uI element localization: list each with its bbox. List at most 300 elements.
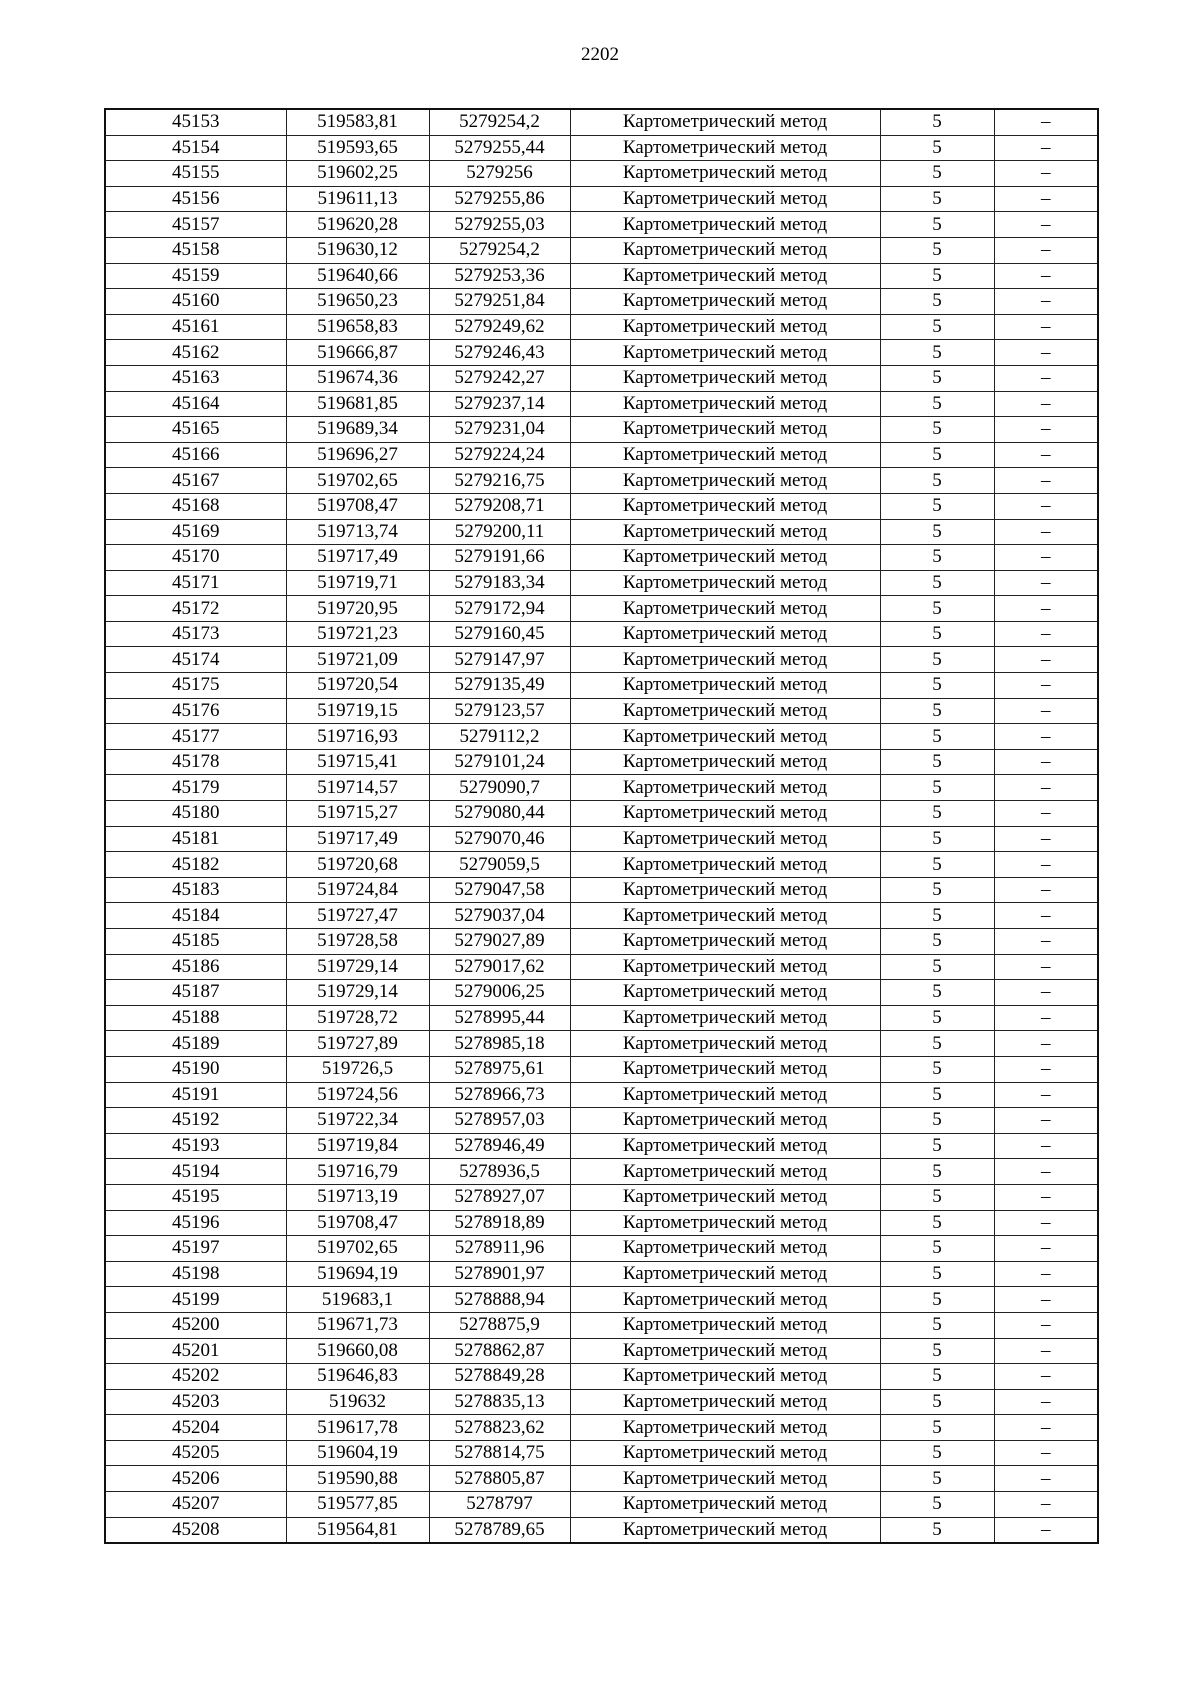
table-row	[105, 647, 1098, 673]
y-coordinate-cell: 5279160,45	[429, 621, 570, 647]
table-row	[105, 903, 1098, 929]
point-number-cell: 45154	[105, 135, 286, 161]
note-cell: –	[994, 263, 1098, 289]
point-number-cell: 45191	[105, 1082, 286, 1108]
note-cell: –	[994, 596, 1098, 622]
point-number-cell: 45174	[105, 647, 286, 673]
point-number-cell: 45204	[105, 1415, 286, 1441]
table-row	[105, 852, 1098, 878]
note-cell: –	[994, 340, 1098, 366]
y-coordinate-cell: 5279006,25	[429, 980, 570, 1006]
x-coordinate-cell: 519714,57	[286, 775, 429, 801]
x-coordinate-cell: 519702,65	[286, 1236, 429, 1262]
method-cell: Картометрический метод	[570, 1517, 880, 1543]
x-coordinate-cell: 519729,14	[286, 980, 429, 1006]
point-number-cell: 45175	[105, 673, 286, 699]
point-number-cell: 45189	[105, 1031, 286, 1057]
accuracy-cell: 5	[880, 980, 994, 1006]
x-coordinate-cell: 519720,54	[286, 673, 429, 699]
y-coordinate-cell: 5279242,27	[429, 365, 570, 391]
y-coordinate-cell: 5279101,24	[429, 749, 570, 775]
point-number-cell: 45185	[105, 929, 286, 955]
point-number-cell: 45157	[105, 212, 286, 238]
table-row	[105, 417, 1098, 443]
accuracy-cell: 5	[880, 1364, 994, 1390]
point-number-cell: 45176	[105, 698, 286, 724]
table-row	[105, 314, 1098, 340]
x-coordinate-cell: 519650,23	[286, 289, 429, 315]
accuracy-cell: 5	[880, 1159, 994, 1185]
note-cell: –	[994, 391, 1098, 417]
method-cell: Картометрический метод	[570, 1005, 880, 1031]
accuracy-cell: 5	[880, 186, 994, 212]
point-number-cell: 45187	[105, 980, 286, 1006]
y-coordinate-cell: 5279017,62	[429, 954, 570, 980]
accuracy-cell: 5	[880, 340, 994, 366]
accuracy-cell: 5	[880, 775, 994, 801]
x-coordinate-cell: 519729,14	[286, 954, 429, 980]
accuracy-cell: 5	[880, 1056, 994, 1082]
note-cell: –	[994, 442, 1098, 468]
x-coordinate-cell: 519728,58	[286, 929, 429, 955]
note-cell: –	[994, 365, 1098, 391]
accuracy-cell: 5	[880, 929, 994, 955]
x-coordinate-cell: 519620,28	[286, 212, 429, 238]
note-cell: –	[994, 109, 1098, 135]
y-coordinate-cell: 5279200,11	[429, 519, 570, 545]
note-cell: –	[994, 673, 1098, 699]
y-coordinate-cell: 5279255,86	[429, 186, 570, 212]
x-coordinate-cell: 519590,88	[286, 1466, 429, 1492]
y-coordinate-cell: 5278911,96	[429, 1236, 570, 1262]
note-cell: –	[994, 1159, 1098, 1185]
table-row	[105, 1236, 1098, 1262]
x-coordinate-cell: 519640,66	[286, 263, 429, 289]
table-row	[105, 186, 1098, 212]
note-cell: –	[994, 903, 1098, 929]
y-coordinate-cell: 5279172,94	[429, 596, 570, 622]
y-coordinate-cell: 5279059,5	[429, 852, 570, 878]
table-row	[105, 621, 1098, 647]
accuracy-cell: 5	[880, 237, 994, 263]
x-coordinate-cell: 519689,34	[286, 417, 429, 443]
method-cell: Картометрический метод	[570, 1236, 880, 1262]
x-coordinate-cell: 519726,5	[286, 1056, 429, 1082]
method-cell: Картометрический метод	[570, 1492, 880, 1518]
y-coordinate-cell: 5278797	[429, 1492, 570, 1518]
accuracy-cell: 5	[880, 212, 994, 238]
method-cell: Картометрический метод	[570, 877, 880, 903]
x-coordinate-cell: 519564,81	[286, 1517, 429, 1543]
point-number-cell: 45205	[105, 1440, 286, 1466]
table-row	[105, 1364, 1098, 1390]
note-cell: –	[994, 647, 1098, 673]
method-cell: Картометрический метод	[570, 596, 880, 622]
y-coordinate-cell: 5279254,2	[429, 237, 570, 263]
accuracy-cell: 5	[880, 1389, 994, 1415]
method-cell: Картометрический метод	[570, 852, 880, 878]
y-coordinate-cell: 5278957,03	[429, 1108, 570, 1134]
note-cell: –	[994, 1287, 1098, 1313]
method-cell: Картометрический метод	[570, 1108, 880, 1134]
method-cell: Картометрический метод	[570, 442, 880, 468]
accuracy-cell: 5	[880, 263, 994, 289]
method-cell: Картометрический метод	[570, 1184, 880, 1210]
table-row	[105, 801, 1098, 827]
note-cell: –	[994, 1082, 1098, 1108]
y-coordinate-cell: 5279224,24	[429, 442, 570, 468]
note-cell: –	[994, 314, 1098, 340]
point-number-cell: 45171	[105, 570, 286, 596]
point-number-cell: 45164	[105, 391, 286, 417]
method-cell: Картометрический метод	[570, 570, 880, 596]
point-number-cell: 45156	[105, 186, 286, 212]
accuracy-cell: 5	[880, 417, 994, 443]
x-coordinate-cell: 519717,49	[286, 826, 429, 852]
method-cell: Картометрический метод	[570, 724, 880, 750]
x-coordinate-cell: 519577,85	[286, 1492, 429, 1518]
x-coordinate-cell: 519708,47	[286, 1210, 429, 1236]
table-row	[105, 826, 1098, 852]
note-cell: –	[994, 289, 1098, 315]
accuracy-cell: 5	[880, 1005, 994, 1031]
point-number-cell: 45199	[105, 1287, 286, 1313]
accuracy-cell: 5	[880, 1466, 994, 1492]
x-coordinate-cell: 519717,49	[286, 545, 429, 571]
note-cell: –	[994, 493, 1098, 519]
note-cell: –	[994, 212, 1098, 238]
table-row	[105, 1389, 1098, 1415]
accuracy-cell: 5	[880, 442, 994, 468]
method-cell: Картометрический метод	[570, 1466, 880, 1492]
y-coordinate-cell: 5279135,49	[429, 673, 570, 699]
method-cell: Картометрический метод	[570, 314, 880, 340]
x-coordinate-cell: 519728,72	[286, 1005, 429, 1031]
method-cell: Картометрический метод	[570, 801, 880, 827]
y-coordinate-cell: 5279254,2	[429, 109, 570, 135]
table-row	[105, 1184, 1098, 1210]
y-coordinate-cell: 5279183,34	[429, 570, 570, 596]
x-coordinate-cell: 519719,84	[286, 1133, 429, 1159]
table-row	[105, 545, 1098, 571]
point-number-cell: 45183	[105, 877, 286, 903]
point-number-cell: 45158	[105, 237, 286, 263]
method-cell: Картометрический метод	[570, 1287, 880, 1313]
accuracy-cell: 5	[880, 545, 994, 571]
method-cell: Картометрический метод	[570, 1312, 880, 1338]
y-coordinate-cell: 5278849,28	[429, 1364, 570, 1390]
method-cell: Картометрический метод	[570, 1389, 880, 1415]
method-cell: Картометрический метод	[570, 621, 880, 647]
note-cell: –	[994, 954, 1098, 980]
accuracy-cell: 5	[880, 493, 994, 519]
x-coordinate-cell: 519696,27	[286, 442, 429, 468]
accuracy-cell: 5	[880, 698, 994, 724]
y-coordinate-cell: 5278862,87	[429, 1338, 570, 1364]
point-number-cell: 45194	[105, 1159, 286, 1185]
accuracy-cell: 5	[880, 826, 994, 852]
table-row	[105, 980, 1098, 1006]
note-cell: –	[994, 1184, 1098, 1210]
y-coordinate-cell: 5278814,75	[429, 1440, 570, 1466]
x-coordinate-cell: 519593,65	[286, 135, 429, 161]
y-coordinate-cell: 5279123,57	[429, 698, 570, 724]
method-cell: Картометрический метод	[570, 775, 880, 801]
accuracy-cell: 5	[880, 1492, 994, 1518]
y-coordinate-cell: 5279251,84	[429, 289, 570, 315]
y-coordinate-cell: 5278927,07	[429, 1184, 570, 1210]
accuracy-cell: 5	[880, 1517, 994, 1543]
table-row	[105, 1261, 1098, 1287]
method-cell: Картометрический метод	[570, 698, 880, 724]
table-row	[105, 1312, 1098, 1338]
x-coordinate-cell: 519724,56	[286, 1082, 429, 1108]
y-coordinate-cell: 5278875,9	[429, 1312, 570, 1338]
y-coordinate-cell: 5279253,36	[429, 263, 570, 289]
point-number-cell: 45153	[105, 109, 286, 135]
note-cell: –	[994, 801, 1098, 827]
table-row	[105, 749, 1098, 775]
point-number-cell: 45186	[105, 954, 286, 980]
point-number-cell: 45155	[105, 161, 286, 187]
method-cell: Картометрический метод	[570, 135, 880, 161]
table-row	[105, 929, 1098, 955]
table-row	[105, 1056, 1098, 1082]
x-coordinate-cell: 519721,23	[286, 621, 429, 647]
accuracy-cell: 5	[880, 314, 994, 340]
x-coordinate-cell: 519694,19	[286, 1261, 429, 1287]
table-row	[105, 1133, 1098, 1159]
method-cell: Картометрический метод	[570, 109, 880, 135]
x-coordinate-cell: 519708,47	[286, 493, 429, 519]
point-number-cell: 45166	[105, 442, 286, 468]
method-cell: Картометрический метод	[570, 1056, 880, 1082]
accuracy-cell: 5	[880, 596, 994, 622]
x-coordinate-cell: 519660,08	[286, 1338, 429, 1364]
x-coordinate-cell: 519611,13	[286, 186, 429, 212]
table-row	[105, 596, 1098, 622]
accuracy-cell: 5	[880, 877, 994, 903]
point-number-cell: 45178	[105, 749, 286, 775]
accuracy-cell: 5	[880, 903, 994, 929]
accuracy-cell: 5	[880, 1031, 994, 1057]
method-cell: Картометрический метод	[570, 826, 880, 852]
accuracy-cell: 5	[880, 954, 994, 980]
table-row	[105, 570, 1098, 596]
accuracy-cell: 5	[880, 391, 994, 417]
x-coordinate-cell: 519604,19	[286, 1440, 429, 1466]
method-cell: Картометрический метод	[570, 1415, 880, 1441]
method-cell: Картометрический метод	[570, 365, 880, 391]
point-number-cell: 45165	[105, 417, 286, 443]
table-row	[105, 1492, 1098, 1518]
point-number-cell: 45195	[105, 1184, 286, 1210]
table-row	[105, 135, 1098, 161]
y-coordinate-cell: 5279255,44	[429, 135, 570, 161]
accuracy-cell: 5	[880, 673, 994, 699]
y-coordinate-cell: 5279090,7	[429, 775, 570, 801]
method-cell: Картометрический метод	[570, 1364, 880, 1390]
coordinates-table-body	[105, 109, 1098, 1543]
note-cell: –	[994, 417, 1098, 443]
point-number-cell: 45193	[105, 1133, 286, 1159]
point-number-cell: 45160	[105, 289, 286, 315]
point-number-cell: 45167	[105, 468, 286, 494]
x-coordinate-cell: 519632	[286, 1389, 429, 1415]
table-row	[105, 493, 1098, 519]
point-number-cell: 45172	[105, 596, 286, 622]
point-number-cell: 45206	[105, 1466, 286, 1492]
accuracy-cell: 5	[880, 135, 994, 161]
y-coordinate-cell: 5279070,46	[429, 826, 570, 852]
table-row	[105, 1517, 1098, 1543]
accuracy-cell: 5	[880, 1184, 994, 1210]
point-number-cell: 45192	[105, 1108, 286, 1134]
y-coordinate-cell: 5278936,5	[429, 1159, 570, 1185]
point-number-cell: 45190	[105, 1056, 286, 1082]
note-cell: –	[994, 698, 1098, 724]
note-cell: –	[994, 1108, 1098, 1134]
accuracy-cell: 5	[880, 1236, 994, 1262]
x-coordinate-cell: 519583,81	[286, 109, 429, 135]
note-cell: –	[994, 929, 1098, 955]
y-coordinate-cell: 5279255,03	[429, 212, 570, 238]
y-coordinate-cell: 5279191,66	[429, 545, 570, 571]
y-coordinate-cell: 5278995,44	[429, 1005, 570, 1031]
point-number-cell: 45173	[105, 621, 286, 647]
note-cell: –	[994, 877, 1098, 903]
method-cell: Картометрический метод	[570, 519, 880, 545]
method-cell: Картометрический метод	[570, 212, 880, 238]
note-cell: –	[994, 1312, 1098, 1338]
method-cell: Картометрический метод	[570, 237, 880, 263]
coordinates-table	[104, 108, 1099, 1544]
method-cell: Картометрический метод	[570, 161, 880, 187]
y-coordinate-cell: 5278918,89	[429, 1210, 570, 1236]
note-cell: –	[994, 852, 1098, 878]
note-cell: –	[994, 775, 1098, 801]
accuracy-cell: 5	[880, 1338, 994, 1364]
point-number-cell: 45159	[105, 263, 286, 289]
method-cell: Картометрический метод	[570, 1261, 880, 1287]
y-coordinate-cell: 5278835,13	[429, 1389, 570, 1415]
point-number-cell: 45169	[105, 519, 286, 545]
accuracy-cell: 5	[880, 1287, 994, 1313]
note-cell: –	[994, 1261, 1098, 1287]
table-row	[105, 698, 1098, 724]
x-coordinate-cell: 519719,15	[286, 698, 429, 724]
point-number-cell: 45181	[105, 826, 286, 852]
x-coordinate-cell: 519713,74	[286, 519, 429, 545]
y-coordinate-cell: 5279112,2	[429, 724, 570, 750]
method-cell: Картометрический метод	[570, 1210, 880, 1236]
x-coordinate-cell: 519724,84	[286, 877, 429, 903]
note-cell: –	[994, 1517, 1098, 1543]
method-cell: Картометрический метод	[570, 647, 880, 673]
y-coordinate-cell: 5279080,44	[429, 801, 570, 827]
y-coordinate-cell: 5278946,49	[429, 1133, 570, 1159]
y-coordinate-cell: 5279249,62	[429, 314, 570, 340]
accuracy-cell: 5	[880, 749, 994, 775]
table-row	[105, 673, 1098, 699]
accuracy-cell: 5	[880, 365, 994, 391]
point-number-cell: 45168	[105, 493, 286, 519]
method-cell: Картометрический метод	[570, 545, 880, 571]
table-row	[105, 109, 1098, 135]
y-coordinate-cell: 5279147,97	[429, 647, 570, 673]
y-coordinate-cell: 5278888,94	[429, 1287, 570, 1313]
accuracy-cell: 5	[880, 1312, 994, 1338]
method-cell: Картометрический метод	[570, 391, 880, 417]
x-coordinate-cell: 519646,83	[286, 1364, 429, 1390]
point-number-cell: 45203	[105, 1389, 286, 1415]
table-row	[105, 391, 1098, 417]
x-coordinate-cell: 519681,85	[286, 391, 429, 417]
method-cell: Картометрический метод	[570, 1338, 880, 1364]
point-number-cell: 45180	[105, 801, 286, 827]
table-row	[105, 724, 1098, 750]
x-coordinate-cell: 519716,93	[286, 724, 429, 750]
x-coordinate-cell: 519702,65	[286, 468, 429, 494]
note-cell: –	[994, 1466, 1098, 1492]
note-cell: –	[994, 161, 1098, 187]
x-coordinate-cell: 519727,47	[286, 903, 429, 929]
x-coordinate-cell: 519721,09	[286, 647, 429, 673]
table-row	[105, 954, 1098, 980]
accuracy-cell: 5	[880, 621, 994, 647]
table-row	[105, 1287, 1098, 1313]
method-cell: Картометрический метод	[570, 903, 880, 929]
y-coordinate-cell: 5279237,14	[429, 391, 570, 417]
y-coordinate-cell: 5279208,71	[429, 493, 570, 519]
x-coordinate-cell: 519658,83	[286, 314, 429, 340]
point-number-cell: 45170	[105, 545, 286, 571]
accuracy-cell: 5	[880, 1108, 994, 1134]
note-cell: –	[994, 724, 1098, 750]
method-cell: Картометрический метод	[570, 186, 880, 212]
method-cell: Картометрический метод	[570, 493, 880, 519]
x-coordinate-cell: 519716,79	[286, 1159, 429, 1185]
table-row	[105, 1440, 1098, 1466]
x-coordinate-cell: 519719,71	[286, 570, 429, 596]
table-row	[105, 775, 1098, 801]
note-cell: –	[994, 1005, 1098, 1031]
accuracy-cell: 5	[880, 161, 994, 187]
method-cell: Картометрический метод	[570, 980, 880, 1006]
method-cell: Картометрический метод	[570, 673, 880, 699]
accuracy-cell: 5	[880, 801, 994, 827]
point-number-cell: 45201	[105, 1338, 286, 1364]
note-cell: –	[994, 826, 1098, 852]
table-row	[105, 161, 1098, 187]
y-coordinate-cell: 5278966,73	[429, 1082, 570, 1108]
x-coordinate-cell: 519727,89	[286, 1031, 429, 1057]
method-cell: Картометрический метод	[570, 954, 880, 980]
table-row	[105, 237, 1098, 263]
accuracy-cell: 5	[880, 1440, 994, 1466]
x-coordinate-cell: 519715,41	[286, 749, 429, 775]
note-cell: –	[994, 1440, 1098, 1466]
point-number-cell: 45200	[105, 1312, 286, 1338]
table-row	[105, 1108, 1098, 1134]
point-number-cell: 45179	[105, 775, 286, 801]
table-row	[105, 340, 1098, 366]
accuracy-cell: 5	[880, 1133, 994, 1159]
x-coordinate-cell: 519602,25	[286, 161, 429, 187]
y-coordinate-cell: 5278985,18	[429, 1031, 570, 1057]
method-cell: Картометрический метод	[570, 1159, 880, 1185]
y-coordinate-cell: 5278805,87	[429, 1466, 570, 1492]
